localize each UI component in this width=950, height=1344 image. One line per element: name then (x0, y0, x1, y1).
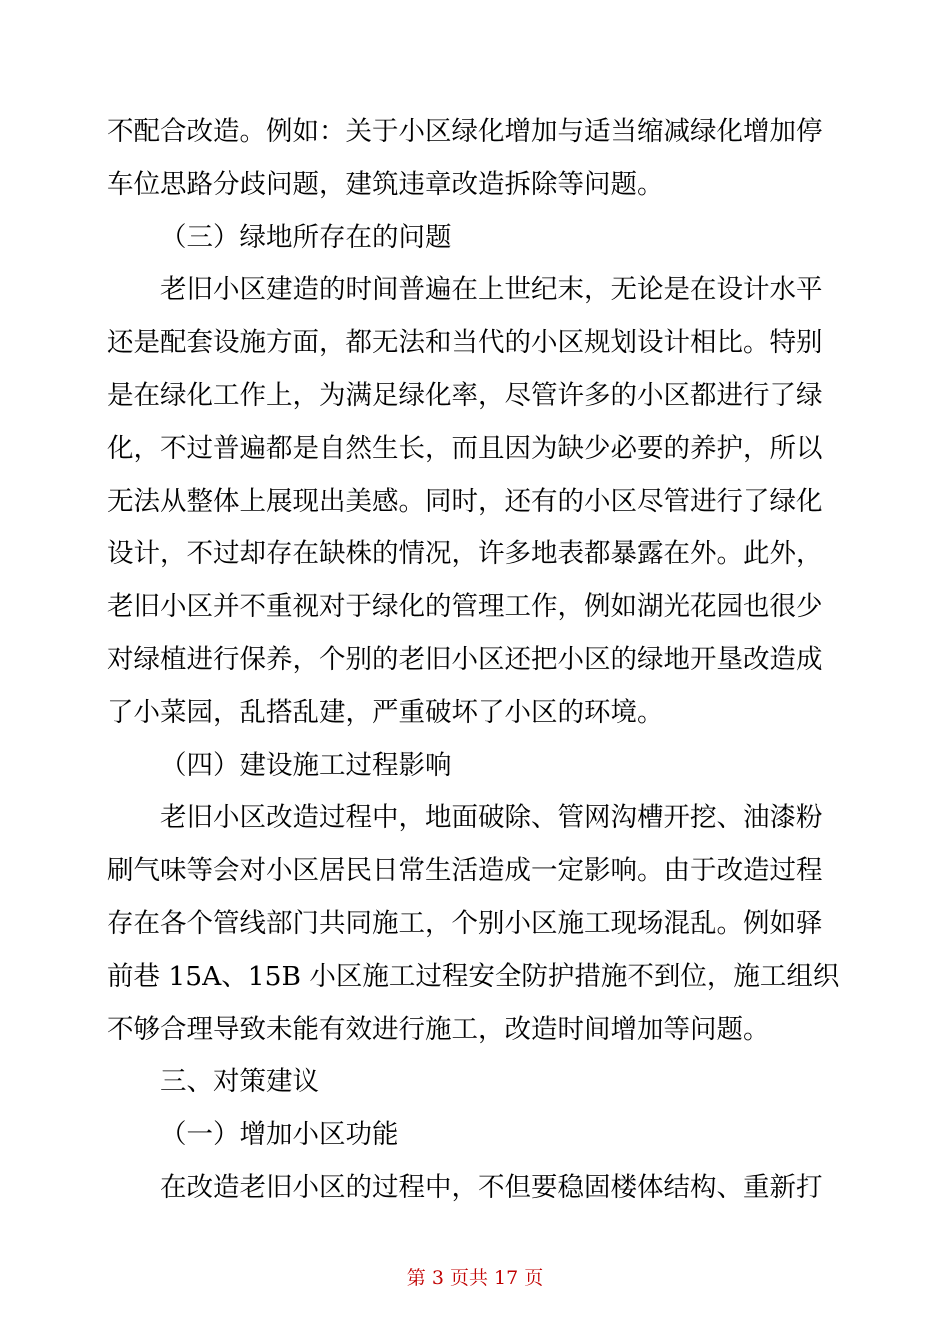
text-line: 化，不过普遍都是自然生长，而且因为缺少必要的养护，所以 (107, 432, 823, 464)
document-body (107, 106, 847, 1215)
text-line: 是在绿化工作上，为满足绿化率，尽管许多的小区都进行了绿 (107, 379, 823, 411)
text-line: 存在各个管线部门共同施工，个别小区施工现场混乱。例如驿 (107, 907, 823, 939)
text-line: （四）建设施工过程影响 (160, 749, 452, 781)
text-line: 无法从整体上展现出美感。同时，还有的小区尽管进行了绿化 (107, 485, 823, 517)
text-line: 前巷 15A、15B 小区施工过程安全防护措施不到位，施工组织 (107, 960, 840, 992)
text-line: 不够合理导致未能有效进行施工，改造时间增加等问题。 (107, 1013, 770, 1045)
text-line: 老旧小区改造过程中，地面破除、管网沟槽开挖、油漆粉 (160, 802, 823, 834)
page-footer: 第 3 页共 17 页 (406, 1267, 544, 1289)
text-line: 老旧小区建造的时间普遍在上世纪末，无论是在设计水平 (160, 274, 823, 306)
text-line: 不配合改造。例如：关于小区绿化增加与适当缩减绿化增加停 (107, 116, 823, 147)
text-line: 老旧小区并不重视对于绿化的管理工作，例如湖光花园也很少 (107, 591, 823, 623)
text-line: 三、对策建议 (160, 1066, 319, 1098)
text-line: 设计，不过却存在缺株的情况，许多地表都暴露在外。此外， (107, 538, 823, 570)
text-line: 了小菜园，乱搭乱建，严重破坏了小区的环境。 (107, 696, 664, 728)
text-line: 刷气味等会对小区居民日常生活造成一定影响。由于改造过程 (107, 855, 823, 887)
text-line: （一）增加小区功能 (160, 1119, 399, 1151)
text-line: 还是配套设施方面，都无法和当代的小区规划设计相比。特别 (107, 327, 823, 359)
text-line: 对绿植进行保养，个别的老旧小区还把小区的绿地开垦改造成 (107, 643, 823, 675)
text-line: （三）绿地所存在的问题 (160, 221, 452, 253)
text-line: 车位思路分歧问题，建筑违章改造拆除等问题。 (107, 168, 664, 200)
text-line: 在改造老旧小区的过程中，不但要稳固楼体结构、重新打 (160, 1171, 823, 1203)
